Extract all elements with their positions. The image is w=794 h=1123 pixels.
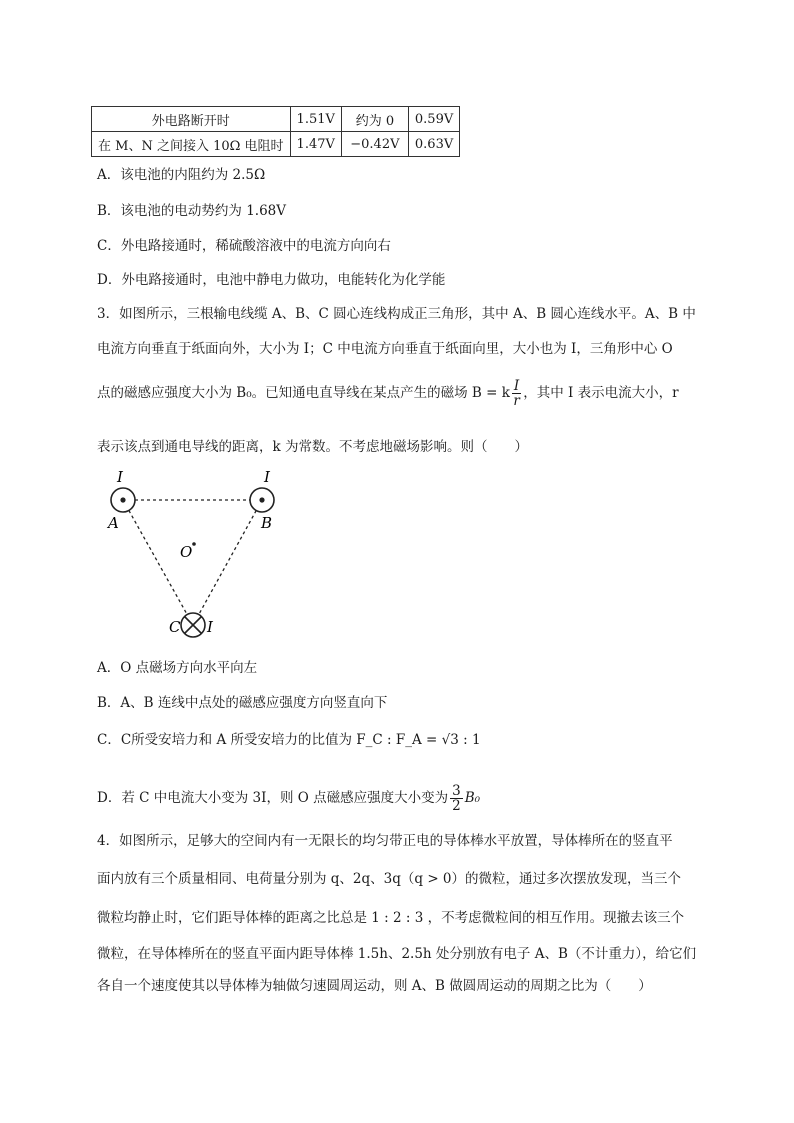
- q3-stem-line1: 3．如图所示，三根输电线缆 A、B、C 圆心连线构成正三角形，其中 A、B 圆心连线水平。A、B 中: [97, 306, 696, 322]
- q4-stem-line5: 各自一个速度使其以导体棒为轴做匀速圆周运动，则 A、B 做圆周运动的周期之比为（ ）: [97, 978, 652, 994]
- q3-stem-line4: 表示该点到通电导线的距离，k 为常数。不考虑地磁场影响。则（ ）: [97, 439, 528, 455]
- table-cell: 0.59V: [408, 107, 459, 132]
- current-label-a: I: [117, 468, 123, 486]
- current-label-b: I: [264, 468, 270, 486]
- fraction-numerator: 3: [452, 783, 461, 799]
- q3-option-c: C．C所受安培力和 A 所受安培力的比值为 F_C : F_A = √3 : 1: [97, 732, 481, 748]
- option-d-fraction: [450, 784, 463, 813]
- current-label-c: I: [207, 618, 213, 636]
- table-cell: 外电路断开时: [92, 107, 291, 132]
- fraction-denominator: r: [513, 393, 520, 409]
- table-cell: 约为 0: [341, 107, 408, 132]
- line-ac: [123, 500, 193, 625]
- triangle-figure: [95, 462, 295, 648]
- q3-stem-line2: 电流方向垂直于纸面向外，大小为 I；C 中电流方向垂直于纸面向里，大小也为 I，三角形中心 O: [97, 341, 673, 357]
- q2-option-a: A．该电池的内阻约为 2.5Ω: [97, 167, 266, 183]
- fraction-denominator: 2: [452, 798, 461, 814]
- q4-stem-line3: 微粒均静止时，它们距导体棒的距离之比总是 1 : 2 : 3 ，不考虑微粒间的相互作用。现撤去该三个: [97, 910, 685, 926]
- q2-option-b: B．该电池的电动势约为 1.68V: [97, 203, 287, 219]
- q4-stem-line4: 微粒，在导体棒所在的竖直平面内距导体棒 1.5h、2.5h 处分别放有电子 A、B（不计重力），给它们: [97, 946, 697, 962]
- center-point-o: [192, 542, 196, 546]
- data-table: [91, 106, 460, 157]
- q3-option-d-b0: B₀: [464, 790, 481, 806]
- table-row: [92, 107, 460, 132]
- wire-b-dot: [259, 497, 264, 502]
- q3-option-b: B．A、B 连线中点处的磁感应强度方向竖直向下: [97, 695, 388, 711]
- fraction-numerator: I: [513, 378, 520, 394]
- table-cell: −0.42V: [341, 132, 408, 157]
- label-a: A: [108, 514, 119, 532]
- line-bc: [193, 500, 262, 625]
- table-row: [92, 132, 460, 157]
- table-cell: 0.63V: [408, 132, 459, 157]
- q3-option-d: [97, 784, 480, 813]
- table-cell: 1.51V: [290, 107, 341, 132]
- label-c: C: [169, 618, 181, 636]
- label-b: B: [261, 514, 273, 532]
- q3-stem-line3-b: ，其中 I 表示电流大小，r: [523, 385, 679, 401]
- q3-option-a: A．O 点磁场方向水平向左: [97, 660, 258, 676]
- q4-stem-line2: 面内放有三个质量相同、电荷量分别为 q、2q、3q（q > 0）的微粒，通过多次摆放发现，当三个: [97, 871, 682, 887]
- formula-fraction: [512, 379, 521, 408]
- q4-stem-line1: 4．如图所示，足够大的空间内有一无限长的均匀带正电的导体棒水平放置，导体棒所在的竖直平: [97, 833, 673, 849]
- wire-a-dot: [120, 497, 125, 502]
- q3-option-d-text: D．若 C 中电流大小变为 3I，则 O 点磁感应强度大小变为: [97, 790, 449, 806]
- q3-stem-line3: [97, 379, 679, 408]
- q2-option-d: D．外电路接通时，电池中静电力做功，电能转化为化学能: [97, 272, 446, 288]
- q2-option-c: C．外电路接通时，稀硫酸溶液中的电流方向向右: [97, 238, 391, 254]
- table-cell: 1.47V: [290, 132, 341, 157]
- q3-stem-line3-a: 点的磁感应强度大小为 B₀。已知通电直导线在某点产生的磁场 B = k: [97, 385, 510, 401]
- table-cell: 在 M、N 之间接入 10Ω 电阻时: [92, 132, 291, 157]
- label-o: O: [180, 543, 193, 561]
